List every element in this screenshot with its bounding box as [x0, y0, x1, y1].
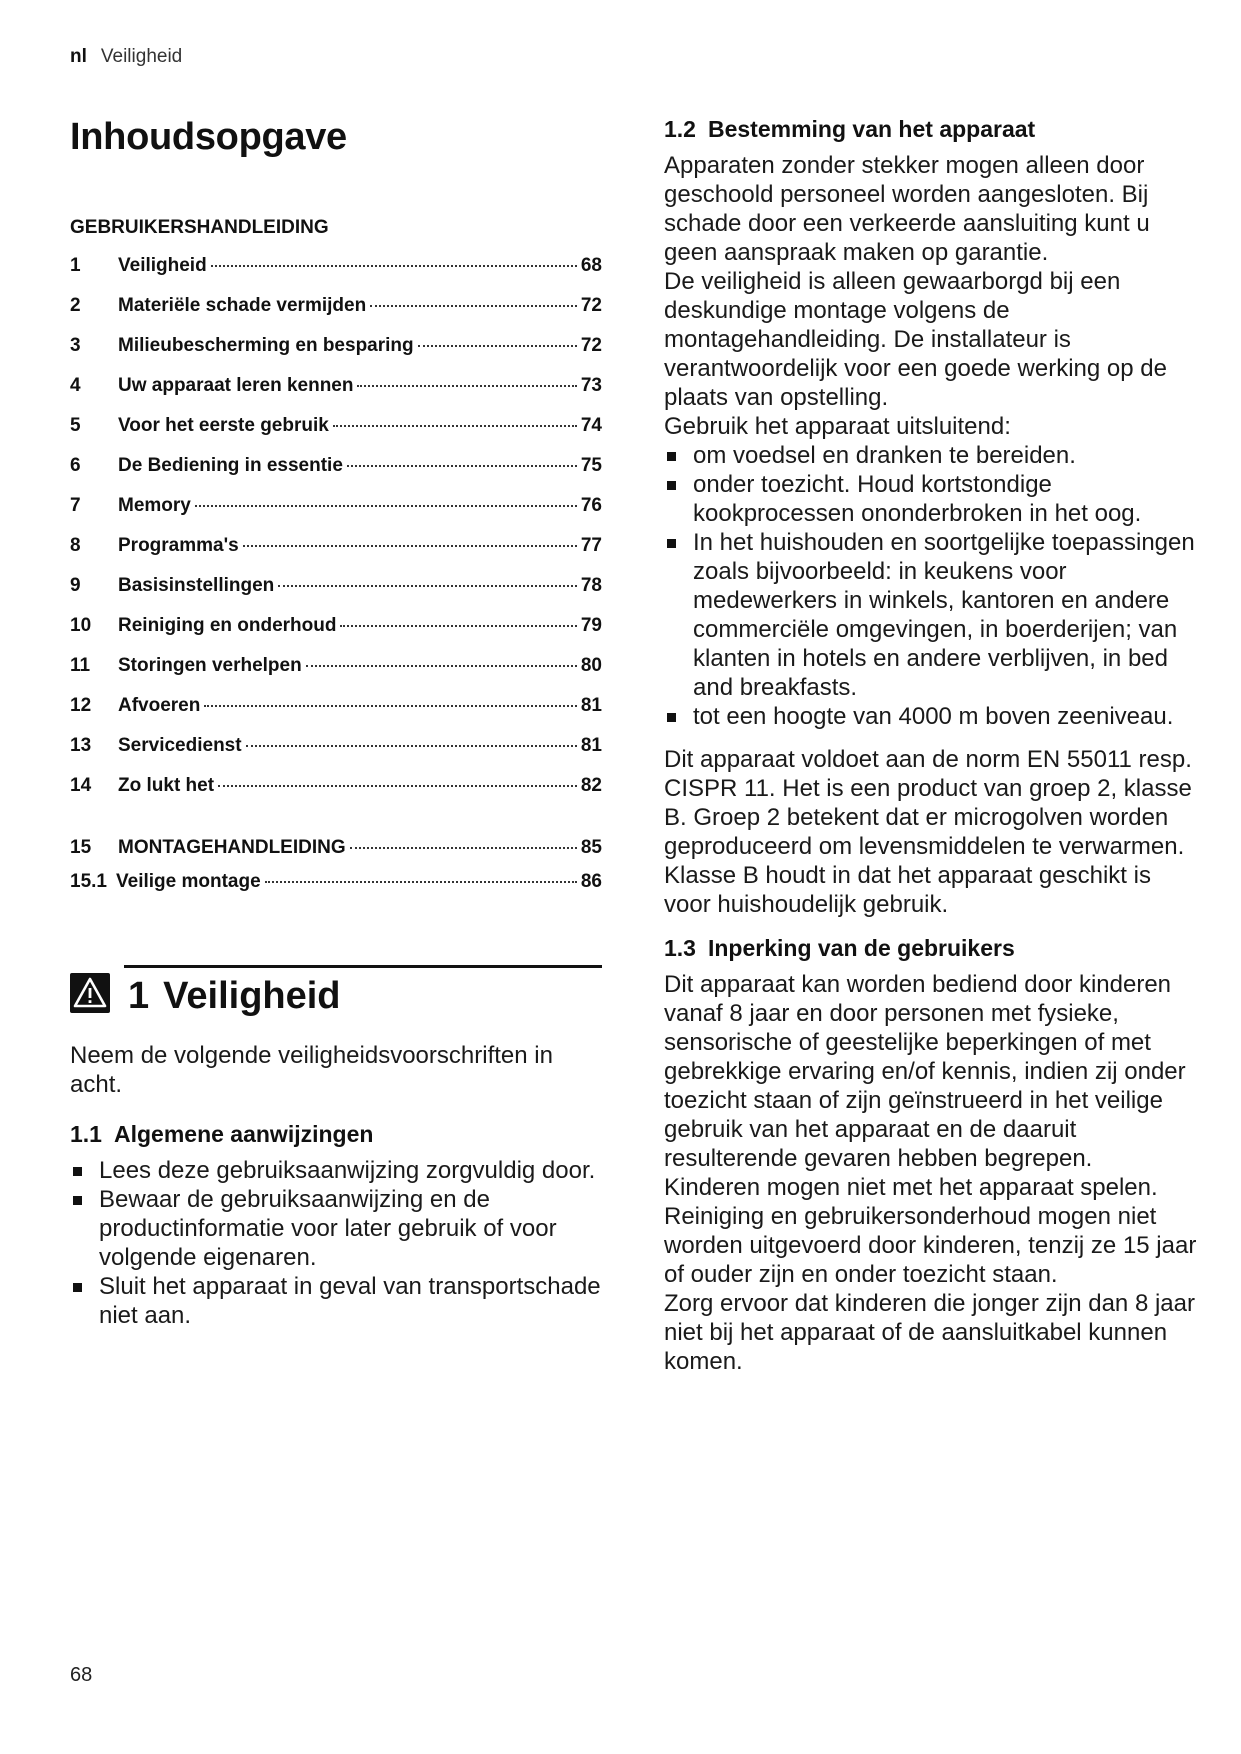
toc-entry-label: De Bediening in essentie [118, 455, 343, 476]
section-number: 1.1 [70, 1121, 102, 1147]
toc-entry-number: 10 [70, 615, 92, 636]
toc-entry-page: 77 [580, 535, 602, 556]
toc-entry-page: 81 [580, 695, 602, 716]
toc-leader [357, 385, 576, 387]
toc-entry-number: 13 [70, 735, 92, 756]
general-instructions-list [70, 1156, 602, 1330]
toc-entry-label: Storingen verhelpen [118, 655, 302, 676]
toc-entry-page: 81 [580, 735, 602, 756]
page-header [70, 46, 182, 68]
list-item: In het huishouden en soortgelijke toepassingen zoals bijvoorbeeld: in keukens voor medewerkers in winkels, kantoren en andere commerciële omgevingen, in boerderijen; van klanten in hotels en andere verblijven, in bed and breakfasts. [664, 528, 1204, 702]
toc-leader [350, 847, 577, 849]
toc-entry-label: Basisinstellingen [118, 575, 275, 596]
page-number: 68 [70, 1664, 93, 1686]
toc-entry-page: 82 [580, 775, 602, 796]
toc-section-label: GEBRUIKERSHANDLEIDING [70, 217, 329, 238]
toc-entry[interactable] [70, 575, 602, 615]
toc-entry[interactable] [70, 415, 602, 455]
language-code: nl [70, 46, 87, 67]
toc-entry-page: 86 [580, 871, 602, 892]
toc-entry-page: 80 [580, 655, 602, 676]
toc-entry-number: 4 [70, 375, 81, 396]
toc-leader [418, 345, 577, 347]
toc-entry-page: 85 [580, 837, 602, 858]
toc-entry-label: Zo lukt het [118, 775, 215, 796]
toc-entry-number: 12 [70, 695, 92, 716]
toc-leader [246, 745, 577, 747]
chapter-number: 1 [128, 975, 150, 1017]
toc-entry-number: 15.1 [70, 871, 107, 892]
safety-intro: Neem de volgende veiligheidsvoorschriften in acht. [70, 1042, 553, 1098]
toc-entry-number: 14 [70, 775, 92, 796]
toc-entry-page: 73 [580, 375, 602, 396]
toc-entry[interactable] [70, 495, 602, 535]
toc-entry-page: 72 [580, 335, 602, 356]
paragraph: Apparaten zonder stekker mogen alleen door geschoold personeel worden aangesloten. Bij schade door een verkeerde aansluiting kunt u geen aanspraak maken op garantie. [664, 152, 1150, 266]
toc-entry[interactable] [70, 295, 602, 335]
toc-entry-label: Uw apparaat leren kennen [118, 375, 354, 396]
toc-entry-page: 75 [580, 455, 602, 476]
toc-leader [278, 585, 577, 587]
toc-leader [218, 785, 577, 787]
toc-entry-label: Reiniging en onderhoud [118, 615, 337, 636]
section-number: 1.2 [664, 116, 696, 142]
heading-rule [124, 965, 602, 968]
toc-leader [211, 265, 577, 267]
chapter-title [128, 975, 341, 1018]
chapter-title-text: Veiligheid [163, 975, 341, 1017]
toc-entry[interactable] [70, 255, 602, 295]
paragraph: Dit apparaat voldoet aan de norm EN 55011 resp. CISPR 11. Het is een product van groep 2, klasse B. Groep 2 betekent dat er microgolven worden geproduceerd om levensmiddelen te verwarmen. Klasse B houdt in dat het apparaat geschikt is voor huishoudelijk gebruik. [664, 746, 1192, 918]
toc-leader [243, 545, 577, 547]
toc-entry[interactable] [70, 455, 602, 495]
toc-leader [370, 305, 577, 307]
toc-entry-number: 5 [70, 415, 81, 436]
paragraph: De veiligheid is alleen gewaarborgd bij een deskundige montage volgens de montagehandleiding. De installateur is verantwoordelijk voor een goede werking op de plaats van opstelling. [664, 268, 1167, 411]
toc-entry-label: Afvoeren [118, 695, 201, 716]
toc-entry-page: 78 [580, 575, 602, 596]
toc-entry-number: 9 [70, 575, 81, 596]
section-heading-1-1 [70, 1121, 602, 1148]
header-section: Veiligheid [100, 46, 183, 67]
toc-entry-number: 11 [70, 655, 91, 676]
table-of-contents [70, 255, 602, 905]
toc-entry-number: 3 [70, 335, 81, 356]
toc-entry[interactable] [70, 775, 602, 815]
toc-entry-number: 15 [70, 837, 92, 858]
paragraph: Kinderen mogen niet met het apparaat spelen. [664, 1174, 1158, 1201]
toc-title: Inhoudsopgave [70, 116, 347, 158]
safety-chapter-heading [70, 965, 602, 1029]
toc-entry[interactable] [70, 695, 602, 735]
toc-entry-number: 2 [70, 295, 81, 316]
toc-leader [265, 881, 577, 883]
toc-entry-label: Milieubescherming en besparing [118, 335, 414, 356]
toc-leader [195, 505, 577, 507]
toc-entry-number: 8 [70, 535, 81, 556]
list-item: om voedsel en dranken te bereiden. [664, 441, 1204, 470]
section-title: Bestemming van het apparaat [707, 116, 1036, 142]
toc-entry-montage-sub[interactable] [70, 871, 602, 905]
right-column [664, 116, 1204, 1376]
toc-entry-page: 74 [580, 415, 602, 436]
toc-entry-label: Materiële schade vermijden [118, 295, 367, 316]
list-item: tot een hoogte van 4000 m boven zeeniveau. [664, 702, 1204, 731]
list-item: Sluit het apparaat in geval van transportschade niet aan. [70, 1272, 602, 1330]
toc-entry-label: Veiligheid [118, 255, 207, 276]
list-item: Bewaar de gebruiksaanwijzing en de productinformatie voor later gebruik of voor volgende eigenaren. [70, 1185, 602, 1272]
warning-triangle-icon [70, 973, 110, 1013]
toc-entry[interactable] [70, 375, 602, 415]
section-title: Algemene aanwijzingen [113, 1121, 374, 1147]
toc-leader [333, 425, 577, 427]
section-heading-1-3 [664, 935, 1204, 962]
toc-entry[interactable] [70, 535, 602, 575]
toc-entry-page: 79 [580, 615, 602, 636]
toc-entry-page: 68 [580, 255, 602, 276]
intended-use-list [664, 441, 1204, 731]
toc-entry-number: 1 [70, 255, 81, 276]
paragraph: Dit apparaat kan worden bediend door kinderen vanaf 8 jaar en door personen met fysieke, sensorische of geestelijke beperkingen of met gebrekkige ervaring en/of kennis, indien zij onder toezicht staan of zijn geïnstrueerd in het veilige gebruik van het apparaat en de daaruit resulterende gevaren hebben begrepen. [664, 971, 1186, 1172]
toc-entry-label: Servicedienst [118, 735, 242, 756]
toc-entry-page: 72 [580, 295, 602, 316]
toc-entry-label: Memory [118, 495, 191, 516]
left-column [70, 116, 602, 1330]
paragraph: Reiniging en gebruikersonderhoud mogen niet worden uitgevoerd door kinderen, tenzij ze 15 jaar of ouder zijn en onder toezicht staan. [664, 1203, 1197, 1288]
list-item: Lees deze gebruiksaanwijzing zorgvuldig door. [70, 1156, 602, 1185]
toc-entry-label: MONTAGEHANDLEIDING [118, 837, 346, 858]
section-number: 1.3 [664, 935, 696, 961]
toc-entry-montage[interactable] [70, 837, 602, 871]
list-item: onder toezicht. Houd kortstondige kookprocessen ononderbroken in het oog. [664, 470, 1204, 528]
toc-entry-label: Veilige montage [116, 871, 261, 892]
paragraph: Gebruik het apparaat uitsluitend: [664, 413, 1011, 440]
toc-entry[interactable] [70, 335, 602, 375]
toc-entry-page: 76 [580, 495, 602, 516]
section-heading-1-2 [664, 116, 1204, 143]
toc-leader [204, 705, 577, 707]
toc-entry[interactable] [70, 735, 602, 775]
toc-entry-number: 7 [70, 495, 81, 516]
toc-leader [306, 665, 577, 667]
paragraph: Zorg ervoor dat kinderen die jonger zijn dan 8 jaar niet bij het apparaat of de aansluitkabel kunnen komen. [664, 1290, 1195, 1375]
toc-entry[interactable] [70, 615, 602, 655]
toc-leader [340, 625, 576, 627]
toc-entry-label: Voor het eerste gebruik [118, 415, 329, 436]
toc-leader [347, 465, 577, 467]
toc-entry-label: Programma's [118, 535, 239, 556]
section-title: Inperking van de gebruikers [707, 935, 1015, 961]
toc-entry[interactable] [70, 655, 602, 695]
toc-entry-number: 6 [70, 455, 81, 476]
